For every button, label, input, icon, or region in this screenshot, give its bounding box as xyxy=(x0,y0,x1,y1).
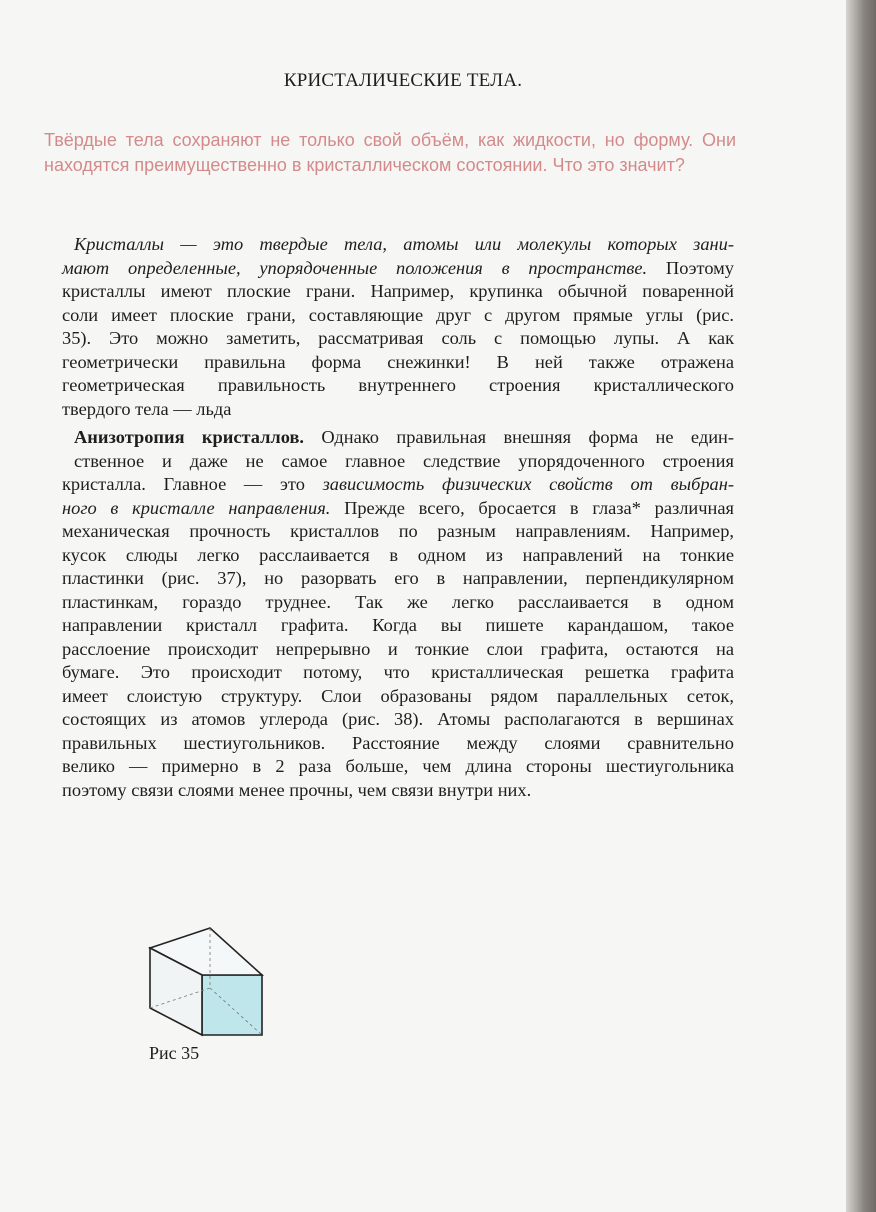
text-line xyxy=(62,257,734,281)
text-run: кристаллы имеют плоские грани. Например, крупинка обычной поваренной xyxy=(62,281,734,301)
italic-definition: Кристаллы — это твердые тела, атомы или молекулы которых зани- xyxy=(74,234,734,254)
text-line xyxy=(62,685,734,709)
text-line xyxy=(62,661,734,685)
text-line xyxy=(62,708,734,732)
text-run: расслоение происходит непрерывно и тонкие слои графита, остаются на xyxy=(62,638,734,659)
text-run: механическая прочность кристаллов по разным направлениям. Например, xyxy=(62,521,734,541)
text-line xyxy=(62,567,734,591)
italic-emphasis: ного в кристалле направления. xyxy=(62,497,331,518)
text-run: Поэтому xyxy=(647,257,734,278)
text-run: направлении кристалл графита. Когда вы пишете карандашом, такое xyxy=(62,615,734,635)
paragraph-anisotropy-heading xyxy=(62,426,734,473)
text-run: бумаге. Это происходит потому, что кристаллическая решетка графита xyxy=(62,662,734,682)
figure-caption: Рис 35 xyxy=(149,1043,200,1063)
scanned-page-edge xyxy=(846,0,876,1212)
cube-figure xyxy=(140,920,270,1040)
text-run: пластинки (рис. 37), но разорвать его в направлении, перпендикулярном xyxy=(62,568,734,588)
text-run: поэтому связи слоями менее прочны, чем связи внутри них. xyxy=(62,779,532,800)
text-line xyxy=(62,638,734,662)
page-title: КРИСТАЛИЧЕСКИЕ ТЕЛА. xyxy=(283,70,523,91)
text-run: геометрически правильна форма снежинки! В ней также отражена xyxy=(62,351,734,372)
text-run: кристалла. Главное — это xyxy=(62,474,323,494)
salt-crystal-cube-illustration xyxy=(150,928,262,1035)
text-run: соли имеет плоские грани, составляющие друг с другом прямые углы (рис. xyxy=(62,304,734,325)
text-run: Прежде всего, бросается в глаза* различная xyxy=(330,497,734,518)
italic-definition: мают определенные, упорядоченные положения в пространстве. xyxy=(62,257,648,278)
text-run: велико — примерно в 2 раза больше, чем длина стороны шестиугольника xyxy=(62,756,734,776)
text-line xyxy=(62,351,734,375)
text-run: геометрическая правильность внутреннего строения кристаллического xyxy=(62,375,734,395)
text-run: кусок слюды легко расслаивается в одном из направлений на тонкие xyxy=(62,544,734,565)
text-line xyxy=(62,473,734,497)
text-run: имеет слоистую структуру. Слои образованы рядом параллельных сеток, xyxy=(62,685,734,706)
text-line xyxy=(62,591,734,615)
text-line xyxy=(62,398,734,422)
text-line xyxy=(62,520,734,544)
text-line xyxy=(62,497,734,521)
text-line xyxy=(62,544,734,568)
text-run: 35). Это можно заметить, рассматривая соль с помощью лупы. А как xyxy=(62,328,734,348)
text-line xyxy=(62,732,734,756)
italic-emphasis: зависимость физических свойств от выбран- xyxy=(322,474,734,494)
paragraph-crystals-definition xyxy=(62,233,734,421)
anisotropy-heading: Анизотропия кристаллов. xyxy=(74,427,305,447)
text-line xyxy=(62,779,734,803)
intro-question: Твёрдые тела сохраняют не только свой объём, как жидкости, но форму. Они находятся преимущественно в кристаллическом состоянии. Что это значит? xyxy=(44,130,736,175)
text-line xyxy=(62,304,734,328)
anisotropy-line-2: ственное и даже не самое главное следствие упорядоченного строения xyxy=(74,450,734,471)
text-line xyxy=(62,327,734,351)
text-run: правильных шестиугольников. Расстояние между слоями сравнительно xyxy=(62,732,734,753)
paragraph-anisotropy-body xyxy=(62,473,734,802)
anisotropy-line-1: Анизотропия кристаллов. Однако правильная внешняя форма не един- xyxy=(74,427,734,447)
text-run: состоящих из атомов углерода (рис. 38). Атомы располагаются в вершинах xyxy=(62,709,734,729)
text-line xyxy=(62,374,734,398)
text-run: твердого тела — льда xyxy=(62,398,232,419)
text-line xyxy=(62,233,734,257)
text-line xyxy=(62,280,734,304)
text-line xyxy=(62,614,734,638)
text-line xyxy=(62,755,734,779)
text-run: пластинкам, гораздо труднее. Так же легко расслаивается в одном xyxy=(62,591,734,612)
